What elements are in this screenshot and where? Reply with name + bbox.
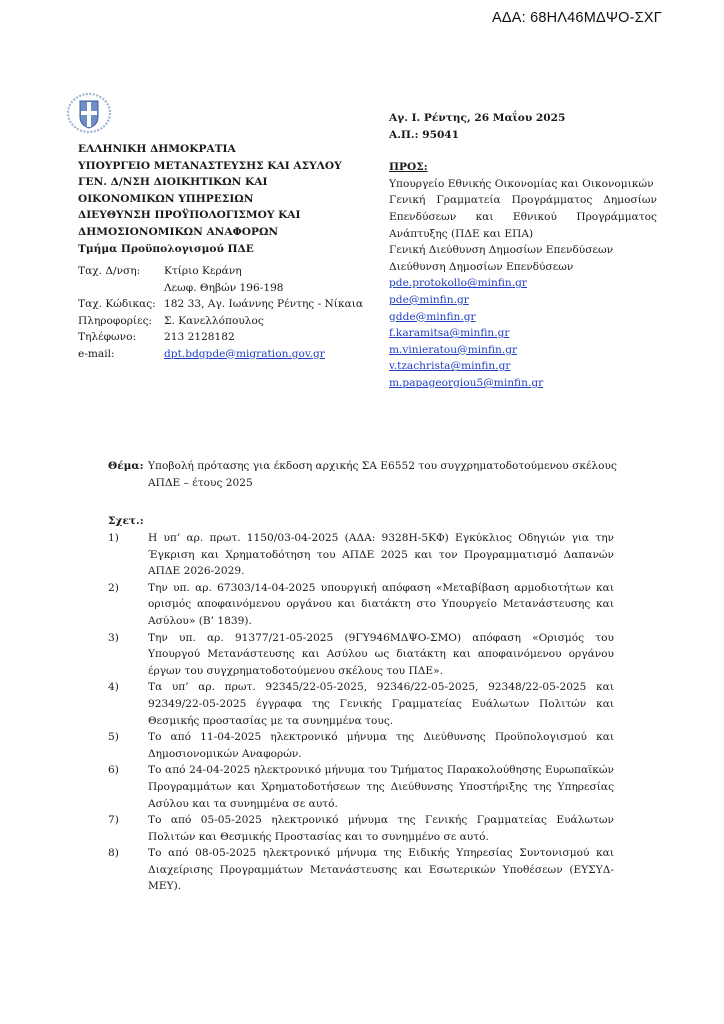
sender-line: ΕΛΛΗΝΙΚΗ ΔΗΜΟΚΡΑΤΙΑ <box>78 143 236 155</box>
reference-item <box>108 845 614 895</box>
recipient-email-link[interactable]: pde@minfin.gr <box>389 293 469 306</box>
reference-text: Το από 24-04-2025 ηλεκτρονικό μήνυμα του Τμήματος Παρακολούθησης Ευρωπαϊκών Προγραμμάτων και Χρηματοδοτήσεων της Διεύθυνσης Υποστήριξης της Υπηρεσίας Ασύλου και τα συνημμένα σε αυτό. <box>148 764 614 810</box>
recipient-line: Υπουργείο Εθνικής Οικονομίας και Οικονομικών <box>389 177 654 190</box>
protocol-number: Α.Π.: 95041 <box>389 128 460 141</box>
contact-label: Ταχ. Δ/νση: <box>78 265 141 277</box>
recipient-line: Γενική Διεύθυνση Δημοσίων Επενδύσεων <box>389 244 614 257</box>
reference-number: 3) <box>108 631 119 644</box>
recipient-email-link[interactable]: pde.protokollo@minfin.gr <box>389 277 527 290</box>
reference-number: 2) <box>108 581 119 594</box>
references-list <box>108 530 614 895</box>
reference-number: 8) <box>108 847 119 860</box>
sender-line: ΔΗΜΟΣΙΟΝΟΜΙΚΩΝ ΑΝΑΦΟΡΩΝ <box>78 225 279 238</box>
contact-address <box>78 263 363 280</box>
recipient-email-link[interactable]: f.karamitsa@minfin.gr <box>389 327 510 340</box>
contact-info <box>78 313 363 330</box>
recipient-email-link[interactable]: m.papageorgiou5@minfin.gr <box>389 376 544 389</box>
reference-text: Την υπ. αρ. 67303/14-04-2025 υπουργική απόφαση «Μεταβίβαση αρμοδιοτήτων και ορισμός αποφαινόμενου οργάνου και διατάκτη στο Υπουργείο Μετανάστευσης και Ασύλου» (Β’ 1839). <box>148 581 614 627</box>
reference-number: 6) <box>108 764 119 777</box>
reference-text: Τα υπ’ αρ. πρωτ. 92345/22-05-2025, 92346/22-05-2025, 92348/22-05-2025 και 92349/22-05-2025 έγγραφα της Γενικής Γραμματείας Ευάλωτων Πολιτών και Θεσμικής προστασίας με τα συνημμένα τους. <box>148 681 614 727</box>
subject <box>108 458 618 491</box>
sender-line: ΥΠΟΥΡΓΕΙΟ ΜΕΤΑΝΑΣΤΕΥΣΗΣ ΚΑΙ ΑΣΥΛΟΥ <box>78 159 342 172</box>
contact-value: Κτίριο Κεράνη <box>164 265 242 277</box>
reference-number: 5) <box>108 731 119 744</box>
reference-item <box>108 679 614 729</box>
reference-item <box>108 580 614 630</box>
contact-label: Πληροφορίες: <box>78 314 153 327</box>
sender-line: ΟΙΚΟΝΟΜΙΚΩΝ ΥΠΗΡΕΣΙΩΝ <box>78 192 254 205</box>
recipients-label: ΠΡΟΣ: <box>389 161 428 174</box>
reference-item <box>108 729 614 762</box>
subject-text: Υποβολή πρότασης για έκδοση αρχικής ΣΑ Ε6552 του συγχρηματοδοτούμενου σκέλους ΑΠΔΕ – έτους 2025 <box>148 460 617 489</box>
recipient-email-link[interactable]: gdde@minfin.gr <box>389 310 476 323</box>
recipient-block <box>389 110 657 392</box>
contact-value: Σ. Κανελλόπουλος <box>164 314 264 327</box>
sender-email-link[interactable]: dpt.bdgpde@migration.gov.gr <box>164 347 325 360</box>
sender-department: Τμήμα Προϋπολογισμού ΠΔΕ <box>78 242 254 255</box>
place-date: Αγ. Ι. Ρέντης, 26 Μαΐου 2025 <box>389 112 566 124</box>
reference-text: Το από 11-04-2025 ηλεκτρονικό μήνυμα της Διεύθυνσης Προϋπολογισμού και Δημοσιονομικών Αναφορών. <box>148 731 614 760</box>
recipient-line: Γενική Γραμματεία Προγράμματος Δημοσίων Επενδύσεων και Εθνικού Προγράμματος Ανάπτυξης (ΠΔΕ και ΕΠΑ) <box>389 194 657 240</box>
reference-text: Την υπ. αρ. 91377/21-05-2025 (9ΓΥ946ΜΔΨΟ-ΣΜΟ) απόφαση «Ορισμός του Υπουργού Μετανάστευσης και Ασύλου ως διατάκτη και αποφαινόμενου οργάνου έργων του συγχρηματοδοτούμενου σκέλους του ΠΔΕ». <box>148 631 614 677</box>
ada-header: ΑΔΑ: 68ΗΛ46ΜΔΨΟ-ΣΧΓ <box>492 10 662 26</box>
recipient-email-link[interactable]: v.tzachrista@minfin.gr <box>389 360 511 373</box>
contact-label: Τηλέφωνο: <box>78 331 137 343</box>
contact-address-2 <box>78 280 363 297</box>
reference-number: 1) <box>108 532 119 544</box>
reference-text: Η υπ’ αρ. πρωτ. 1150/03-04-2025 (ΑΔΑ: 9328Η-5ΚΦ) Εγκύκλιος Οδηγιών για την Έγκριση και Χρηματοδότηση του ΑΠΔΕ 2025 και τον Προγραμματισμό Δαπανών ΑΠΔΕ 2026-2029. <box>148 532 614 578</box>
recipient-email-link[interactable]: m.vinieratou@minfin.gr <box>389 343 518 356</box>
sender-header <box>78 141 398 257</box>
contact-email <box>78 346 363 363</box>
contact-postcode <box>78 296 363 313</box>
greek-coat-of-arms-icon <box>66 92 112 134</box>
recipient-line: Διεύθυνση Δημοσίων Επενδύσεων <box>389 260 574 273</box>
subject-label: Θέμα: <box>108 460 144 472</box>
contact-value: 213 2128182 <box>164 331 235 343</box>
contact-value: Λεωφ. Θηβών 196-198 <box>164 281 284 294</box>
contact-phone <box>78 329 363 346</box>
contact-label: Ταχ. Κώδικας: <box>78 298 156 310</box>
contact-label <box>78 280 164 297</box>
reference-text: Το από 05-05-2025 ηλεκτρονικό μήνυμα της Γενικής Γραμματείας Ευάλωτων Πολιτών και Θεσμικής Προστασίας και το συνημμένο σε αυτό. <box>148 814 614 843</box>
reference-item <box>108 812 614 845</box>
contact-value: 182 33, Αγ. Ιωάννης Ρέντης - Νίκαια <box>164 298 364 310</box>
reference-text: Το από 08-05-2025 ηλεκτρονικό μήνυμα της Ειδικής Υπηρεσίας Συντονισμού και Διαχείρισης Προγραμμάτων Μετανάστευσης και Εσωτερικών Υποθέσεων (ΕΥΣΥΔ-ΜΕΥ). <box>148 847 614 893</box>
sender-contacts <box>78 263 363 362</box>
references-label: Σχετ.: <box>108 515 144 527</box>
reference-item <box>108 630 614 680</box>
reference-number: 4) <box>108 681 119 694</box>
reference-number: 7) <box>108 814 119 827</box>
sender-line: ΓΕΝ. Δ/ΝΣΗ ΔΙΟΙΚΗΤΙΚΩΝ ΚΑΙ <box>78 176 268 189</box>
sender-line: ΔΙΕΥΘΥΝΣΗ ΠΡΟΫΠΟΛΟΓΙΣΜΟΥ ΚΑΙ <box>78 209 301 222</box>
reference-item <box>108 762 614 812</box>
reference-item <box>108 530 614 580</box>
contact-label: e-mail: <box>78 347 115 360</box>
